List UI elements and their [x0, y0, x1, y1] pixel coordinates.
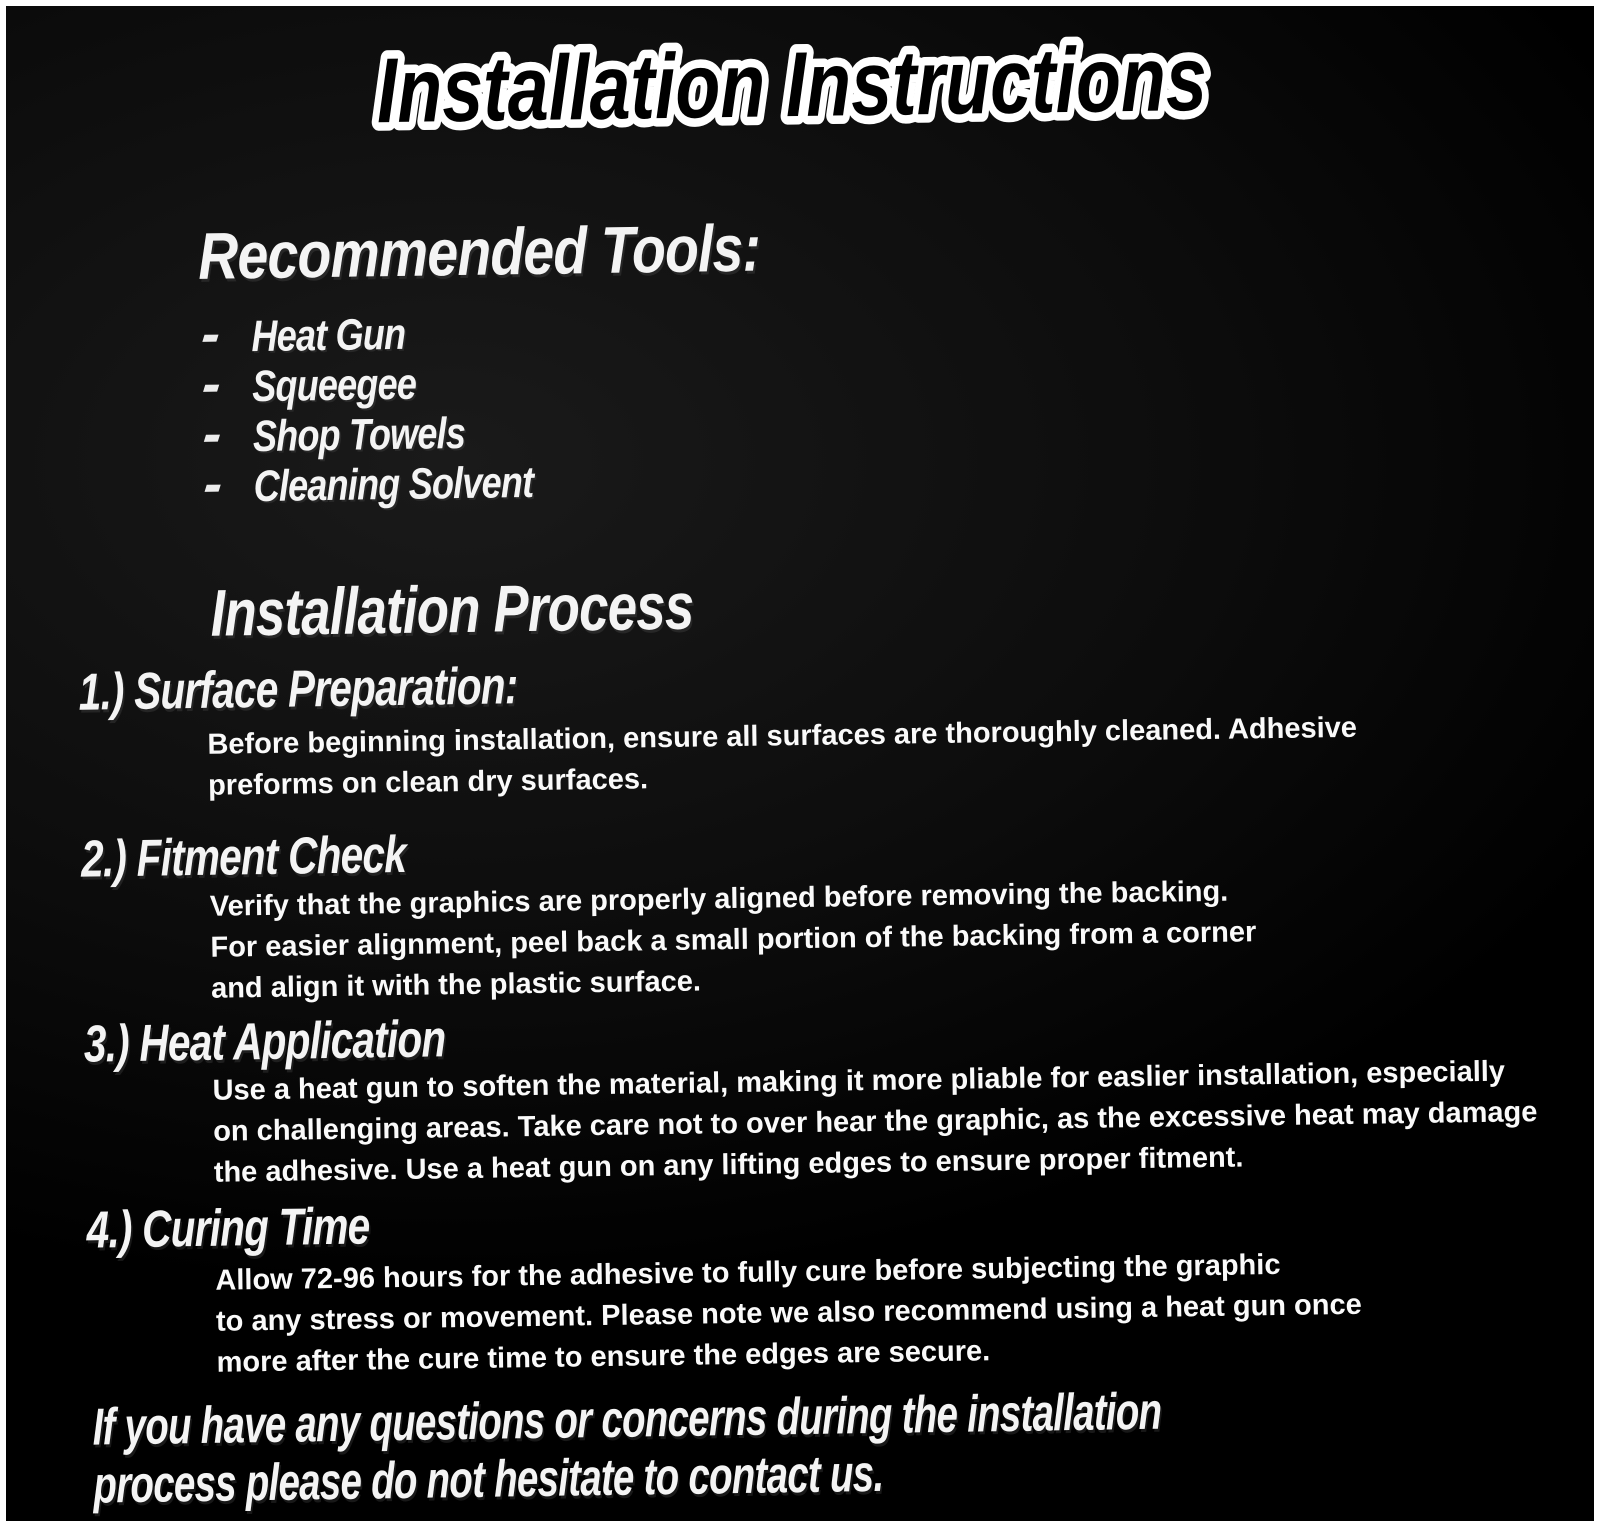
bullet-dash-icon — [202, 334, 218, 341]
step-4-body: Allow 72-96 hours for the adhesive to fully cure before subjecting the graphic to any stress or movement. Please note we also recommend using a heat gun once more after the cure time to ensure the edges are secure. — [215, 1248, 1362, 1379]
tool-label: Cleaning Solvent — [253, 457, 534, 512]
step-3-title: 3.) Heat Application — [83, 1010, 446, 1074]
list-item — [205, 457, 595, 513]
step-2-body: Verify that the graphics are properly aligned before removing the backing. For easier alignment, peel back a small portion of the backing from a corner and align it with the plastic surface. — [209, 875, 1257, 1005]
step-1-body: Before beginning installation, ensure all surfaces are thoroughly cleaned. Adhesive preforms on clean dry surfaces. — [207, 711, 1358, 802]
step-4-title: 4.) Curing Time — [86, 1197, 370, 1260]
tools-list — [203, 307, 595, 513]
step-1-title: 1.) Surface Preparation: — [78, 657, 518, 722]
tool-label: Heat Gun — [251, 309, 406, 362]
step-2-title: 2.) Fitment Check — [80, 825, 407, 889]
tools-heading: Recommended Tools: — [197, 210, 761, 293]
bullet-dash-icon — [204, 434, 220, 441]
bullet-dash-icon — [203, 384, 219, 391]
bullet-dash-icon — [205, 484, 221, 491]
process-heading: Installation Process — [209, 568, 694, 650]
page-title-art — [211, 9, 1373, 176]
page-title-wrap — [0, 6, 1587, 185]
contact-note: If you have any questions or concerns during the installation process please do not hesitate to contact us. — [92, 1382, 1162, 1515]
list-item — [203, 307, 593, 363]
tool-label: Shop Towels — [252, 408, 466, 462]
step-3-body: Use a heat gun to soften the material, making it more pliable for easlier installation, especially on challenging areas. Take care not to over hear the graphic, as the excessive heat may damage the adhesive. Use a heat gun on any lifting edges to ensure proper fitment. — [212, 1055, 1538, 1189]
list-item — [205, 407, 595, 463]
list-item — [204, 357, 594, 413]
tool-label: Squeegee — [251, 359, 417, 412]
page-title: Installation Instructions — [376, 24, 1373, 143]
